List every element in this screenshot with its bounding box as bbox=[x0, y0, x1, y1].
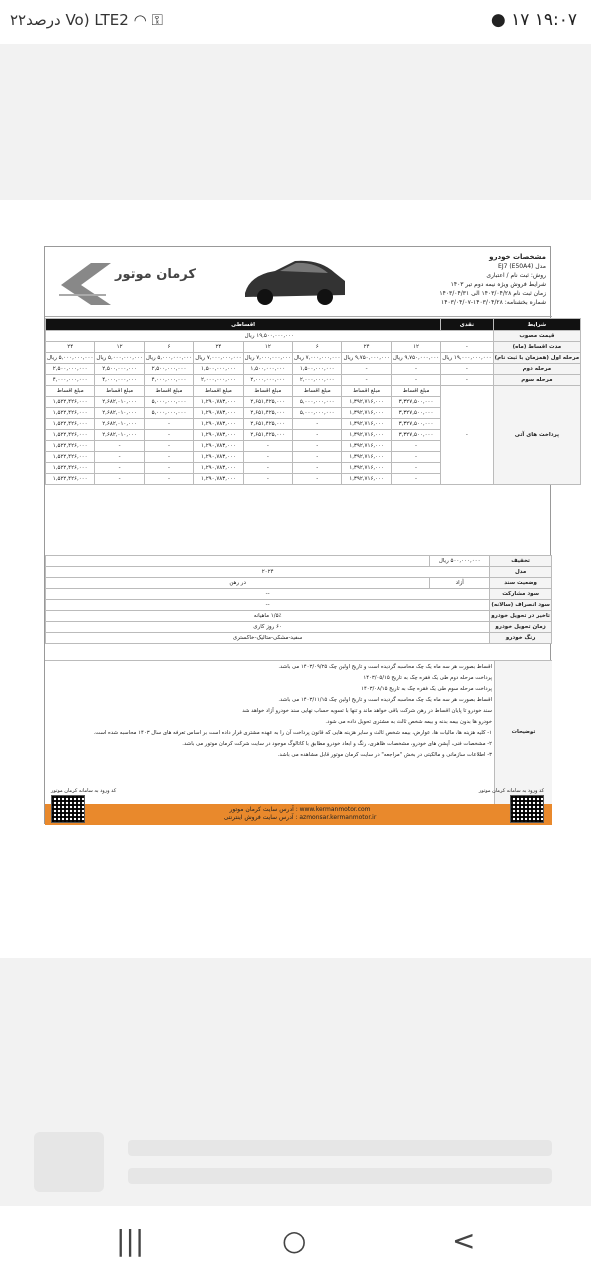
network-text: Vo) LTE2 bbox=[65, 11, 129, 29]
future-cell: ۱,۵۲۲,۴۲۶,۰۰۰ bbox=[46, 463, 95, 474]
table-row bbox=[46, 611, 552, 622]
recents-icon[interactable]: ||| bbox=[116, 1224, 145, 1257]
price-cell: ۱۹,۵۰۰,۰۰۰,۰۰۰ ریال bbox=[46, 331, 494, 342]
future-cell: ۲,۶۵۱,۴۲۵,۰۰۰ bbox=[243, 430, 292, 441]
future-cell: - bbox=[293, 430, 342, 441]
qr-icon bbox=[511, 796, 543, 822]
row-label: مرحله دوم bbox=[493, 364, 581, 375]
brand-name: کرمان موتور bbox=[115, 267, 196, 282]
prepay-cell: ۵,۰۰۰,۰۰۰,۰۰۰ ریال bbox=[46, 353, 95, 364]
future-cell: - bbox=[293, 463, 342, 474]
future-cell: ۲,۶۸۲,۰۱۰,۰۰۰ bbox=[95, 430, 144, 441]
table-row bbox=[46, 622, 552, 633]
empty-cell bbox=[46, 556, 430, 567]
future-cell: - bbox=[95, 474, 144, 485]
note-line: سند خودرو تا پایان اقساط در رهن شرکت باقی خواهد ماند و تنها با تسویه حساب نهایی سند خودرو آزاد خواهد شد bbox=[242, 708, 492, 714]
status-bar bbox=[0, 0, 591, 44]
table-row bbox=[46, 342, 581, 353]
specs-title: مشخصات خودرو bbox=[489, 253, 546, 261]
stage3-cell: ۲,۰۰۰,۰۰۰,۰۰۰ bbox=[194, 375, 243, 386]
months-cell: ۱۲ bbox=[243, 342, 292, 353]
row-label: وضعیت سند bbox=[490, 578, 552, 589]
prepay-cell: ۹,۷۵۰,۰۰۰,۰۰۰ ریال bbox=[342, 353, 391, 364]
cash-cell: - bbox=[441, 386, 493, 485]
key-icon: ⚿ bbox=[151, 11, 163, 29]
row-label: مرحله اول (همزمان با ثبت نام) bbox=[493, 353, 581, 364]
future-cell: ۱,۲۹۰,۷۸۳,۰۰۰ bbox=[194, 452, 243, 463]
qr-code-right bbox=[510, 795, 544, 823]
future-cell: ۳,۳۲۷,۵۰۰,۰۰۰ bbox=[391, 408, 440, 419]
future-cell: - bbox=[95, 441, 144, 452]
months-cell: ۶ bbox=[293, 342, 342, 353]
home-icon[interactable]: ○ bbox=[282, 1224, 307, 1257]
future-header-cell: مبلغ اقساط bbox=[95, 386, 144, 397]
future-cell: - bbox=[293, 419, 342, 430]
notes-body bbox=[52, 663, 492, 762]
stage3-cell: - bbox=[391, 375, 440, 386]
footer-right-title: کد ورود به سامانه کرمان موتور bbox=[478, 788, 544, 794]
row-label: سود انصراف (سالانه) bbox=[490, 600, 552, 611]
table-row bbox=[46, 353, 581, 364]
future-cell: - bbox=[391, 463, 440, 474]
back-icon[interactable]: < bbox=[452, 1224, 476, 1257]
stage2-cell: ۲,۵۰۰,۰۰۰,۰۰۰ bbox=[95, 364, 144, 375]
table-row bbox=[46, 589, 552, 600]
future-cell: ۲,۶۵۱,۴۲۵,۰۰۰ bbox=[243, 408, 292, 419]
note-line: اقساط بصورت هر سه ماه یک چک محاسبه گردیده است و تاریخ اولین چک ۱۴۰۳/۰۹/۲۵ می باشد. bbox=[278, 664, 492, 670]
table-row bbox=[46, 600, 552, 611]
kmc-logo-icon bbox=[51, 255, 151, 309]
future-cell: - bbox=[391, 441, 440, 452]
specs-block bbox=[386, 253, 546, 307]
table-row bbox=[46, 633, 552, 644]
pricing-table bbox=[45, 318, 581, 485]
future-cell: ۱,۳۹۲,۷۱۶,۰۰۰ bbox=[342, 408, 391, 419]
table-row bbox=[46, 578, 552, 589]
future-cell: ۱,۳۹۲,۷۱۶,۰۰۰ bbox=[342, 419, 391, 430]
future-cell: ۱,۵۲۲,۴۲۶,۰۰۰ bbox=[46, 474, 95, 485]
row-label: مدت اقساط (ماه) bbox=[493, 342, 581, 353]
battery-network-info bbox=[10, 11, 163, 29]
footer-site-link[interactable]: آدرس سایت فروش اینترنتی : azmonsar.kermanmotor.ir bbox=[223, 814, 377, 821]
note-line: پرداخت مرحله دوم طی یک فقره چک به تاریخ ۱۴۰۳/۰۵/۱۵ bbox=[363, 675, 492, 681]
delivery-cell: ۶۰ روز کاری bbox=[46, 622, 490, 633]
months-cell: ۲۴ bbox=[342, 342, 391, 353]
battery-text: ۲۲درصد bbox=[10, 11, 61, 29]
notes-label: توضیحات bbox=[494, 661, 552, 804]
future-cell: - bbox=[243, 474, 292, 485]
specs-line: مدل EJ7 (E50A4) bbox=[498, 263, 546, 270]
status-free-cell: آزاد bbox=[430, 578, 490, 589]
future-cell: ۱,۵۲۲,۴۲۶,۰۰۰ bbox=[46, 452, 95, 463]
qr-icon bbox=[52, 796, 84, 822]
months-cell: ۲۴ bbox=[46, 342, 95, 353]
prepay-cell: ۷,۰۰۰,۰۰۰,۰۰۰ ریال bbox=[243, 353, 292, 364]
future-cell: ۱,۲۹۰,۷۸۳,۰۰۰ bbox=[194, 397, 243, 408]
placeholder-thumbnail bbox=[34, 1132, 104, 1192]
stage3-cell: ۴,۰۰۰,۰۰۰,۰۰۰ bbox=[46, 375, 95, 386]
color-cell: سفید-مشکی-متالیک-خاکستری bbox=[46, 633, 490, 644]
stage2-cell: ۱,۵۰۰,۰۰۰,۰۰۰ bbox=[293, 364, 342, 375]
dot-icon: ● bbox=[490, 10, 506, 30]
row-label: زمان تحویل خودرو bbox=[490, 622, 552, 633]
header-cell: نقدی bbox=[441, 319, 493, 331]
months-cell: ۲۴ bbox=[194, 342, 243, 353]
future-cell: ۱,۵۲۲,۴۲۶,۰۰۰ bbox=[46, 441, 95, 452]
future-cell: ۱,۳۹۲,۷۱۶,۰۰۰ bbox=[342, 397, 391, 408]
document-footer bbox=[45, 804, 552, 825]
future-header-cell: مبلغ اقساط bbox=[243, 386, 292, 397]
placeholder-line bbox=[128, 1168, 552, 1184]
table-header-row bbox=[46, 319, 581, 331]
future-cell: - bbox=[144, 430, 193, 441]
stage3-cell: ۴,۰۰۰,۰۰۰,۰۰۰ bbox=[144, 375, 193, 386]
stage2-cell: ۱,۵۰۰,۰۰۰,۰۰۰ bbox=[194, 364, 243, 375]
future-cell: - bbox=[293, 441, 342, 452]
future-cell: ۱,۳۹۲,۷۱۶,۰۰۰ bbox=[342, 452, 391, 463]
specs-line: روش: ثبت نام / اعتباری bbox=[486, 272, 546, 279]
row-label: مدل bbox=[490, 567, 552, 578]
months-cell: ۱۲ bbox=[391, 342, 440, 353]
table-row bbox=[46, 567, 552, 578]
note-line: اقساط بصورت هر سه ماه یک چک محاسبه گردیده است و تاریخ اولین چک ۱۴۰۳/۱۱/۱۵ می باشد. bbox=[278, 697, 492, 703]
stage2-cell: ۱,۵۰۰,۰۰۰,۰۰۰ bbox=[243, 364, 292, 375]
specs-line: شرایط فروش ویژه نیمه دوم تیر ۱۴۰۳ bbox=[450, 281, 546, 288]
stage2-cell: ۲,۵۰۰,۰۰۰,۰۰۰ bbox=[144, 364, 193, 375]
future-cell: ۵,۰۰۰,۰۰۰,۰۰۰ bbox=[144, 397, 193, 408]
price-document bbox=[44, 246, 580, 824]
future-cell: ۳,۳۲۷,۵۰۰,۰۰۰ bbox=[391, 430, 440, 441]
clock-text: ۱۹:۰۷ bbox=[534, 10, 577, 30]
months-cell: ۱۲ bbox=[95, 342, 144, 353]
future-header-cell: مبلغ اقساط bbox=[46, 386, 95, 397]
header-cell: اقساطی bbox=[46, 319, 441, 331]
stage3-cell: - bbox=[441, 375, 493, 386]
table-row bbox=[46, 375, 581, 386]
row-label: تاخیر در تحویل خودرو bbox=[490, 611, 552, 622]
future-cell: - bbox=[243, 441, 292, 452]
table-row bbox=[46, 331, 581, 342]
top-gray-area bbox=[0, 44, 591, 200]
table-row bbox=[46, 386, 581, 397]
future-cell: ۱,۲۹۰,۷۸۳,۰۰۰ bbox=[194, 419, 243, 430]
future-header-cell: مبلغ اقساط bbox=[391, 386, 440, 397]
future-cell: - bbox=[391, 452, 440, 463]
note-line: ۳- اطلاعات سازمانی و مالکیتی در بخش "مراجعه" در سایت کرمان موتور قابل مشاهده می باشد. bbox=[277, 752, 492, 758]
future-cell: ۱,۵۲۲,۴۲۶,۰۰۰ bbox=[46, 397, 95, 408]
future-cell: ۱,۳۹۲,۷۱۶,۰۰۰ bbox=[342, 441, 391, 452]
future-cell: - bbox=[144, 463, 193, 474]
qr-code-left bbox=[51, 795, 85, 823]
prepay-cell: ۱۹,۰۰۰,۰۰۰,۰۰۰ ریال bbox=[441, 353, 493, 364]
prepay-cell: ۵,۰۰۰,۰۰۰,۰۰۰ ریال bbox=[144, 353, 193, 364]
future-cell: - bbox=[293, 452, 342, 463]
footer-sites bbox=[195, 806, 405, 822]
future-cell: ۵,۰۰۰,۰۰۰,۰۰۰ bbox=[293, 397, 342, 408]
future-cell: ۳,۳۲۷,۵۰۰,۰۰۰ bbox=[391, 397, 440, 408]
future-header-cell: مبلغ اقساط bbox=[293, 386, 342, 397]
header-cell: شرایط bbox=[493, 319, 581, 331]
specs-line: زمان ثبت نام ۱۴۰۳/۰۴/۲۸ الی ۱۴۰۳/۰۴/۳۱ bbox=[439, 290, 546, 297]
stage2-cell: ۲,۵۰۰,۰۰۰,۰۰۰ bbox=[46, 364, 95, 375]
stage3-cell: ۴,۰۰۰,۰۰۰,۰۰۰ bbox=[95, 375, 144, 386]
clock bbox=[491, 10, 577, 30]
stage3-cell: ۲,۰۰۰,۰۰۰,۰۰۰ bbox=[293, 375, 342, 386]
future-cell: ۱,۲۹۰,۷۸۳,۰۰۰ bbox=[194, 441, 243, 452]
notification-count: ۱۷ bbox=[511, 10, 530, 30]
future-cell: - bbox=[144, 441, 193, 452]
future-cell: ۱,۵۲۲,۴۲۶,۰۰۰ bbox=[46, 408, 95, 419]
future-cell: ۵,۰۰۰,۰۰۰,۰۰۰ bbox=[144, 408, 193, 419]
status-mortgage-cell: در رهن bbox=[46, 578, 430, 589]
car-image bbox=[240, 253, 350, 311]
future-header-cell: مبلغ اقساط bbox=[342, 386, 391, 397]
future-cell: - bbox=[95, 463, 144, 474]
wifi-icon: ◠ bbox=[133, 11, 147, 29]
prepay-cell: ۹,۷۵۰,۰۰۰,۰۰۰ ریال bbox=[391, 353, 440, 364]
future-cell: - bbox=[243, 463, 292, 474]
future-cell: ۱,۵۲۲,۴۲۶,۰۰۰ bbox=[46, 430, 95, 441]
future-cell: ۵,۰۰۰,۰۰۰,۰۰۰ bbox=[293, 408, 342, 419]
future-cell: ۱,۳۹۲,۷۱۶,۰۰۰ bbox=[342, 463, 391, 474]
row-label: رنگ خودرو bbox=[490, 633, 552, 644]
partnership-cell: -- bbox=[46, 589, 490, 600]
future-cell: ۲,۶۸۲,۰۱۰,۰۰۰ bbox=[95, 419, 144, 430]
penalty-cell: ۱/۵٪ ماهیانه bbox=[46, 611, 490, 622]
prepay-cell: ۷,۰۰۰,۰۰۰,۰۰۰ ریال bbox=[293, 353, 342, 364]
note-line: ۲- مشخصات فنی، آپشن های خودرو، مشخصات ظاهری، رنگ و ابعاد خودرو مطابق با کاتالوگ موجود در سایت شرکت کرمان موتور می باشد. bbox=[182, 741, 492, 747]
future-cell: - bbox=[144, 419, 193, 430]
future-cell: ۲,۶۵۱,۴۲۵,۰۰۰ bbox=[243, 397, 292, 408]
future-cell: ۱,۲۹۰,۷۸۳,۰۰۰ bbox=[194, 408, 243, 419]
row-label: پرداخت های آتی bbox=[493, 386, 581, 485]
discount-cell: ۵۰۰,۰۰۰,۰۰۰ ریال bbox=[430, 556, 490, 567]
future-cell: ۲,۶۸۲,۰۱۰,۰۰۰ bbox=[95, 397, 144, 408]
future-cell: ۱,۲۹۰,۷۸۳,۰۰۰ bbox=[194, 474, 243, 485]
months-cell: ۶ bbox=[144, 342, 193, 353]
future-cell: - bbox=[95, 452, 144, 463]
row-label: تخفیف bbox=[490, 556, 552, 567]
row-label: قیمت مصوب bbox=[493, 331, 581, 342]
note-line: پرداخت مرحله سوم طی یک فقره چک به تاریخ ۱۴۰۳/۰۸/۱۵ bbox=[361, 686, 492, 692]
future-cell: - bbox=[391, 474, 440, 485]
stage3-cell: - bbox=[342, 375, 391, 386]
footer-site-link[interactable]: آدرس سایت کرمان موتور : www.kermanmotor.com bbox=[229, 806, 371, 813]
table-row bbox=[46, 556, 552, 567]
future-cell: - bbox=[144, 452, 193, 463]
future-cell: ۱,۲۹۰,۷۸۳,۰۰۰ bbox=[194, 430, 243, 441]
future-cell: - bbox=[243, 452, 292, 463]
table-row bbox=[46, 364, 581, 375]
stage2-cell: - bbox=[441, 364, 493, 375]
specs-line: شماره بخشنامه: ۱۴۰۳/۰۴/۲۸-۱۴۰۳/۰۴/۰۷ bbox=[441, 299, 546, 306]
model-cell: ۲۰۲۴ bbox=[46, 567, 490, 578]
prepay-cell: ۵,۰۰۰,۰۰۰,۰۰۰ ریال bbox=[95, 353, 144, 364]
stage2-cell: - bbox=[391, 364, 440, 375]
future-cell: ۲,۶۵۱,۴۲۵,۰۰۰ bbox=[243, 419, 292, 430]
note-line: ۱- کلیه هزینه ها، مالیات ها، عوارض، بیمه شخص ثالث و سایر هزینه هایی که قانون پرداخت آن را به عهده مشتری قرار داده است بر اساس تعرفه های سال ۱۴۰۳ محاسبه شده است. bbox=[93, 730, 492, 736]
stage2-cell: - bbox=[342, 364, 391, 375]
row-label: مرحله سوم bbox=[493, 375, 581, 386]
future-cell: - bbox=[144, 474, 193, 485]
notes-section bbox=[45, 660, 552, 803]
delay-cell: -- bbox=[46, 600, 490, 611]
details-table bbox=[45, 555, 552, 644]
future-cell: ۲,۶۸۲,۰۱۰,۰۰۰ bbox=[95, 408, 144, 419]
future-cell: ۱,۳۹۲,۷۱۶,۰۰۰ bbox=[342, 430, 391, 441]
months-cell: - bbox=[441, 342, 493, 353]
document-header bbox=[45, 247, 552, 317]
future-cell: ۳,۳۲۷,۵۰۰,۰۰۰ bbox=[391, 419, 440, 430]
future-header-cell: مبلغ اقساط bbox=[194, 386, 243, 397]
navigation-bar bbox=[0, 1206, 591, 1280]
stage3-cell: ۲,۰۰۰,۰۰۰,۰۰۰ bbox=[243, 375, 292, 386]
row-label: سود مشارکت bbox=[490, 589, 552, 600]
future-cell: ۱,۲۹۰,۷۸۳,۰۰۰ bbox=[194, 463, 243, 474]
prepay-cell: ۷,۰۰۰,۰۰۰,۰۰۰ ریال bbox=[194, 353, 243, 364]
note-line: خودرو ها بدون بیمه بدنه و بیمه شخص ثالث به مشتری تحویل داده می شود. bbox=[325, 719, 492, 725]
placeholder-line bbox=[128, 1140, 552, 1156]
footer-left-title: کد ورود به سامانه کرمان موتور bbox=[51, 788, 117, 794]
future-cell: - bbox=[293, 474, 342, 485]
future-cell: ۱,۳۹۲,۷۱۶,۰۰۰ bbox=[342, 474, 391, 485]
future-cell: ۱,۵۲۲,۴۲۶,۰۰۰ bbox=[46, 419, 95, 430]
future-header-cell: مبلغ اقساط bbox=[144, 386, 193, 397]
